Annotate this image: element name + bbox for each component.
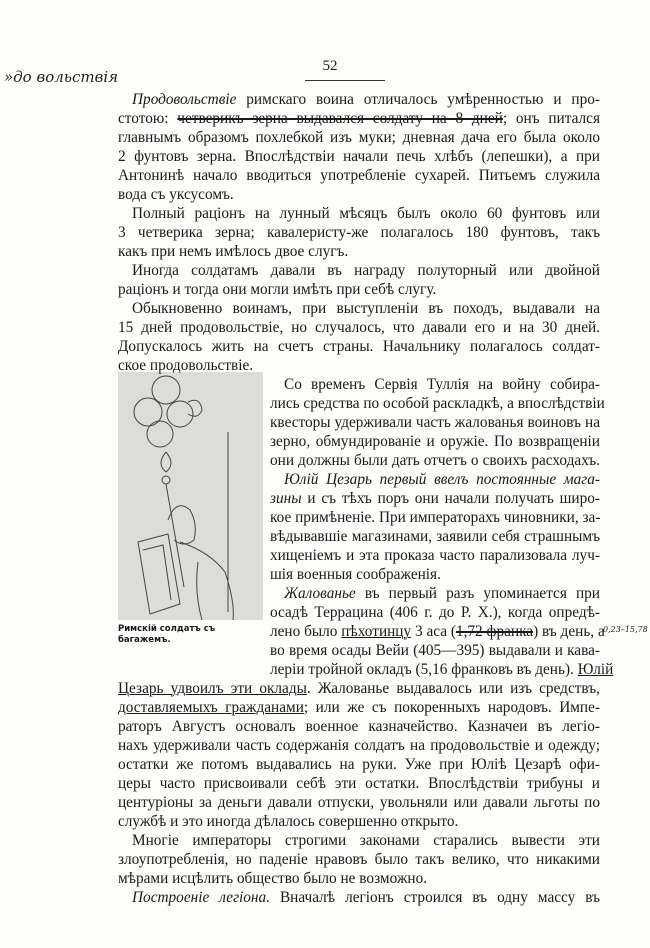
text-segment: центуріоны за деньги давали отпуски, увольняли или давали льготы по	[118, 794, 600, 811]
text-segment: Полный раціонъ на лунный мѣсяцъ былъ около 60 фунтовъ или	[132, 205, 600, 222]
text-line	[118, 717, 600, 736]
text-line	[270, 641, 600, 660]
underlined-text: пѣхотинцу	[341, 623, 412, 640]
text-line	[118, 299, 600, 318]
text-line	[118, 337, 600, 356]
text-segment: нахъ удерживали часть содержанія солдатъ на продовольствіе и одежду;	[118, 737, 600, 754]
text-line	[118, 90, 600, 109]
italic-text: Юлій Цезарь первый ввелъ постоянные мага-	[284, 471, 600, 488]
text-line	[270, 451, 600, 470]
text-line	[118, 831, 600, 850]
text-line	[118, 356, 600, 375]
text-segment: кое примѣненіе. При императорахъ чиновники, за-	[270, 509, 601, 526]
text-segment: стотою:	[118, 110, 178, 127]
page-number: 52	[322, 58, 338, 74]
text-segment: они должны были дать отчетъ о своихъ расходахъ.	[270, 452, 600, 469]
text-segment: квесторы удерживали часть жалованья воиновъ на	[270, 414, 600, 431]
text-segment: раціонъ и тогда они могли имѣть при себѣ слугу.	[118, 281, 437, 298]
text-segment: леріи тройной окладъ (5,16 франковъ въ день).	[270, 661, 578, 678]
text-line	[118, 128, 600, 147]
text-line	[118, 850, 600, 869]
text-line	[118, 812, 600, 831]
text-segment: и съ тѣхъ поръ они начали получать широ-	[301, 490, 600, 507]
body-text	[118, 90, 614, 907]
text-segment: главнымъ образомъ похлебкой изъ муки; дневная дача его была около	[118, 129, 600, 146]
text-line	[270, 375, 600, 394]
text-segment: шія военныя соображенія.	[270, 566, 441, 583]
text-line	[270, 584, 600, 603]
text-line	[118, 204, 600, 223]
text-segment: хищеніемъ и эта проказа часто парализовала луч-	[270, 547, 600, 564]
text-segment: мѣрами исцѣлить общество было не возможно.	[118, 870, 428, 887]
text-line	[270, 394, 605, 413]
struck-text: четверикъ зерна выдавался солдату на 8 дней	[177, 110, 503, 127]
text-segment: осадѣ Террацина (406 г. до Р. Х.), когда опредѣ-	[270, 604, 600, 621]
text-line	[118, 147, 600, 166]
text-segment: ; онъ питался	[502, 110, 600, 127]
text-segment: раторъ Августъ основалъ военное казначейство. Казначеи въ легіо-	[118, 718, 600, 735]
text-line	[118, 318, 600, 337]
text-segment: римскаго воина отличалось умѣренностью и про-	[236, 91, 600, 108]
text-line	[270, 546, 600, 565]
underlined-text: Юлій	[577, 661, 614, 678]
text-segment: ское продовольствіе.	[118, 357, 254, 374]
text-segment: Многіе императоры строгими законами старались вывести эти	[132, 832, 600, 849]
figure-caption: Римскій солдатъ съ багажемъ.	[118, 624, 216, 645]
text-segment: вода съ уксусомъ.	[118, 186, 234, 203]
text-line	[118, 280, 600, 299]
text-line	[270, 489, 600, 508]
text-line	[118, 223, 600, 242]
text-line	[270, 660, 614, 679]
text-segment: Вначалѣ легіонъ строился въ одну массу въ	[270, 889, 600, 906]
text-line	[270, 622, 605, 641]
text-segment: Со временъ Сервія Туллія на войну собира-	[284, 376, 600, 393]
text-segment: 15 дней продовольствіе, но случалось, что давали его и на 30 дней.	[118, 319, 600, 336]
text-segment: остатки же потомъ выдавались на руки. Уже при Юліѣ Цезарѣ офи-	[118, 756, 600, 773]
text-line	[270, 470, 600, 489]
text-line	[118, 755, 600, 774]
text-line	[118, 698, 600, 717]
text-segment: службѣ и это иногда дѣлалось совершенно открыто.	[118, 813, 459, 830]
text-line	[118, 774, 600, 793]
italic-text: Жалованье	[284, 585, 356, 602]
text-segment: въ первый разъ упоминается при	[355, 585, 600, 602]
text-segment: какъ при немъ имѣлось двое слугъ.	[118, 243, 349, 260]
page-number-rule	[305, 80, 385, 81]
text-segment: ; или же съ покоренныхъ народовъ. Импе-	[303, 699, 600, 716]
text-segment: зерно, обмундированіе и оружіе. По возвращеніи	[270, 433, 600, 450]
text-segment: злоупотребленія, но паденіе нравовъ было такъ велико, что никакими	[118, 851, 600, 868]
text-segment: вѣдывавшіе магазинами, заявили себя страшнымъ	[270, 528, 600, 545]
text-line	[118, 166, 600, 185]
text-line	[118, 888, 600, 907]
text-line	[118, 109, 600, 128]
text-line	[118, 736, 600, 755]
text-line	[118, 261, 600, 280]
text-line	[270, 413, 600, 432]
text-segment: Антонинѣ начало вводиться употребленіе сухарей. Питьемъ служила	[118, 167, 600, 184]
italic-text: зины	[270, 490, 302, 507]
text-line	[118, 793, 600, 812]
text-line	[270, 508, 600, 527]
text-segment: 2 фунтовъ зерна. Впослѣдствіи начали печь хлѣбъ (лепешки), а при	[118, 148, 600, 165]
text-line	[270, 603, 600, 622]
text-line	[118, 185, 600, 204]
text-segment: ) въ день, а	[533, 623, 605, 640]
struck-text: 1,72 франка	[455, 623, 534, 640]
text-line	[270, 432, 600, 451]
italic-text: Продовольствіе	[132, 91, 237, 108]
text-segment: Допускалось жить на счетъ страны. Начальнику полагалось солдат-	[118, 338, 600, 355]
handwritten-inline-note: 0,23–15,78	[603, 625, 648, 634]
italic-text: Построеніе легіона.	[132, 889, 270, 906]
text-segment: во время осады Вейи (405—395) выдавали и кава-	[270, 642, 600, 659]
text-segment: Иногда солдатамъ давали въ награду полуторный или двойной	[132, 262, 600, 279]
text-line	[118, 869, 600, 888]
text-line	[270, 527, 600, 546]
text-segment: Обыкновенно воинамъ, при выступленіи въ походъ, выдавали на	[132, 300, 600, 317]
text-segment: 3 четверика зерна; кавалеристу-же полагалось 180 фунтовъ, такъ	[118, 224, 600, 241]
text-line	[118, 679, 600, 698]
text-segment: 3 аса (	[411, 623, 456, 640]
text-segment: церы часто присвоивали себѣ эти остатки. Впослѣдствіи трибуны и	[118, 775, 600, 792]
underlined-text: Цезарь удвоилъ эти оклады	[118, 680, 307, 697]
handwritten-margin-note: »до вольствія	[4, 68, 119, 86]
text-segment: лено было	[270, 623, 342, 640]
text-segment: . Жалованье выдавалось или изъ средствъ,	[306, 680, 600, 697]
text-line	[270, 565, 600, 584]
text-line	[118, 242, 600, 261]
underlined-text: доставляемыхъ гражданами	[118, 699, 304, 716]
text-segment: лись средства по особой раскладкѣ, а впослѣдствіи	[270, 395, 605, 412]
